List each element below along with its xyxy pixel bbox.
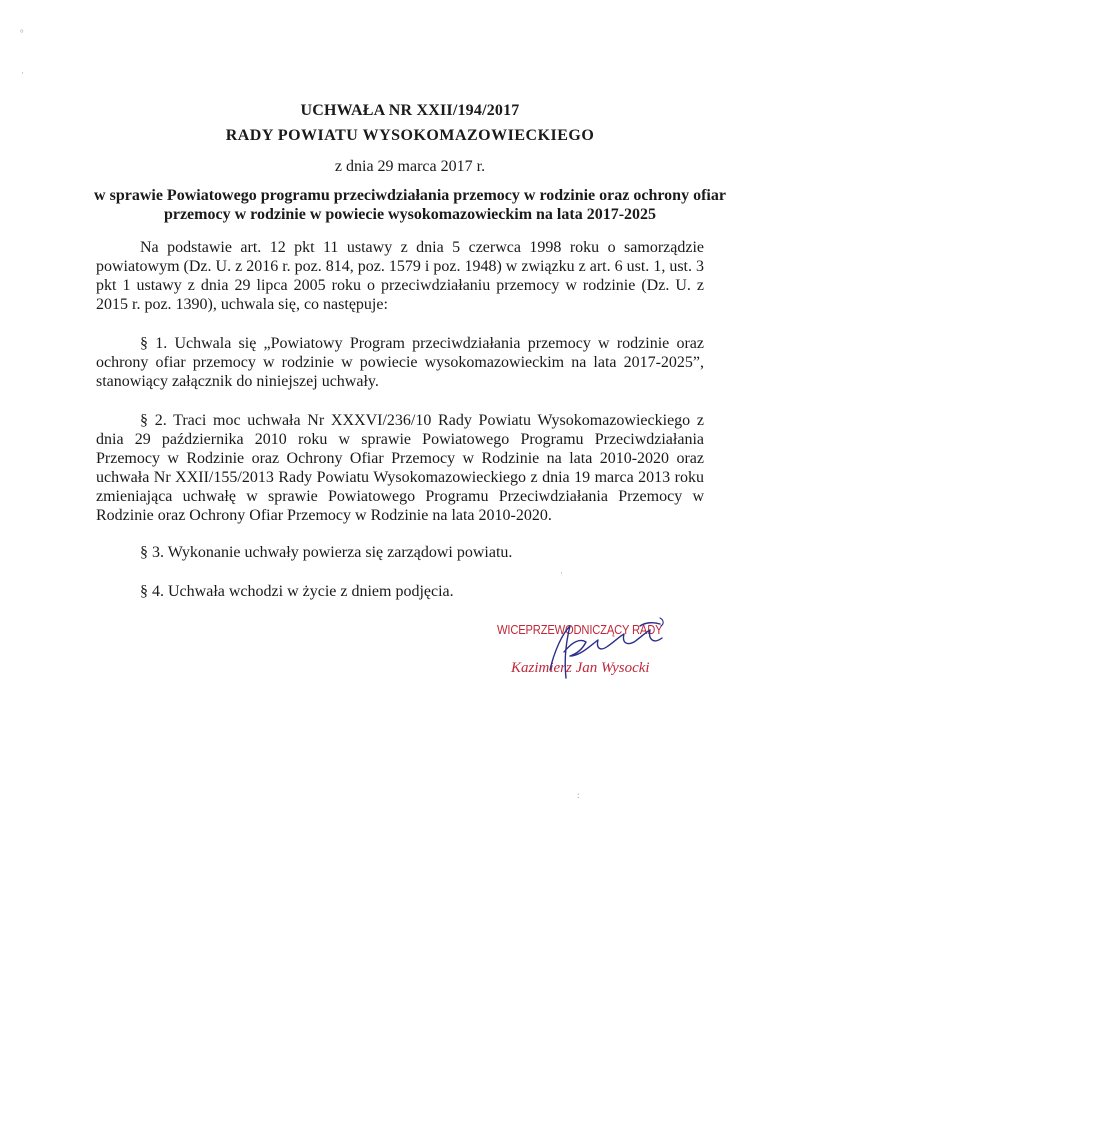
scan-speck: : (577, 790, 580, 800)
handwritten-signature (520, 612, 680, 692)
council-name: RADY POWIATU WYSOKOMAZOWIECKIEGO (225, 127, 595, 144)
signature-stamp (480, 612, 680, 692)
section-4-paragraph: § 4. Uchwała wchodzi w życie z dniem podjęcia. (140, 583, 454, 600)
section-1-paragraph: § 1. Uchwala się „Powiatowy Program przeciwdziałania przemocy w rodzinie oraz ochrony ofiar przemocy w rodzinie w powiecie wysokomazowieckim na lata 2017-2025”, stanowiący załącznik do niniejszej uchwały. (96, 335, 704, 390)
resolution-date: z dnia 29 marca 2017 r. (334, 158, 486, 175)
section-2-paragraph: § 2. Traci moc uchwała Nr XXXVI/236/10 Rady Powiatu Wysokomazowieckiego z dnia 29 października 2010 roku w sprawie Powiatowego Programu Przeciwdziałania Przemocy w Rodzinie oraz Ochrony Ofiar Przemocy w Rodzinie na lata 2010-2020 oraz uchwała Nr XXII/155/2013 Rady Powiatu Wysokomazowieckiego z dnia 19 marca 2013 roku zmieniająca uchwałę w sprawie Powiatowego Programu Przeciwdziałania Przemocy w Rodzinie oraz Ochrony Ofiar Przemocy w Rodzinie na lata 2010-2020. (96, 412, 704, 524)
scan-speck: ° (20, 28, 24, 38)
legal-basis-paragraph: Na podstawie art. 12 pkt 11 ustawy z dnia 5 czerwca 1998 roku o samorządzie powiatowym (Dz. U. z 2016 r. poz. 814, poz. 1579 i poz. 1948) w związku z art. 6 ust. 1, ust. 3 pkt 1 ustawy z dnia 29 lipca 2005 roku o przeciwdziałaniu przemocy w rodzinie (Dz. U. z 2015 r. poz. 1390), uchwala się, co następuje: (96, 239, 704, 313)
resolution-subject: w sprawie Powiatowego programu przeciwdziałania przemocy w rodzinie oraz ochrony ofiar przemocy w rodzinie w powiecie wysokomazowieckim na lata 2017-2025 (94, 187, 726, 223)
scan-speck: · (560, 568, 563, 578)
resolution-number: UCHWAŁA NR XXII/194/2017 (300, 102, 520, 119)
stamp-name: Kazimierz Jan Wysocki (511, 660, 650, 676)
scan-speck: · (21, 68, 24, 78)
section-3-paragraph: § 3. Wykonanie uchwały powierza się zarządowi powiatu. (140, 544, 513, 561)
stamp-title: WICEPRZEWODNICZĄCY RADY (497, 622, 663, 637)
